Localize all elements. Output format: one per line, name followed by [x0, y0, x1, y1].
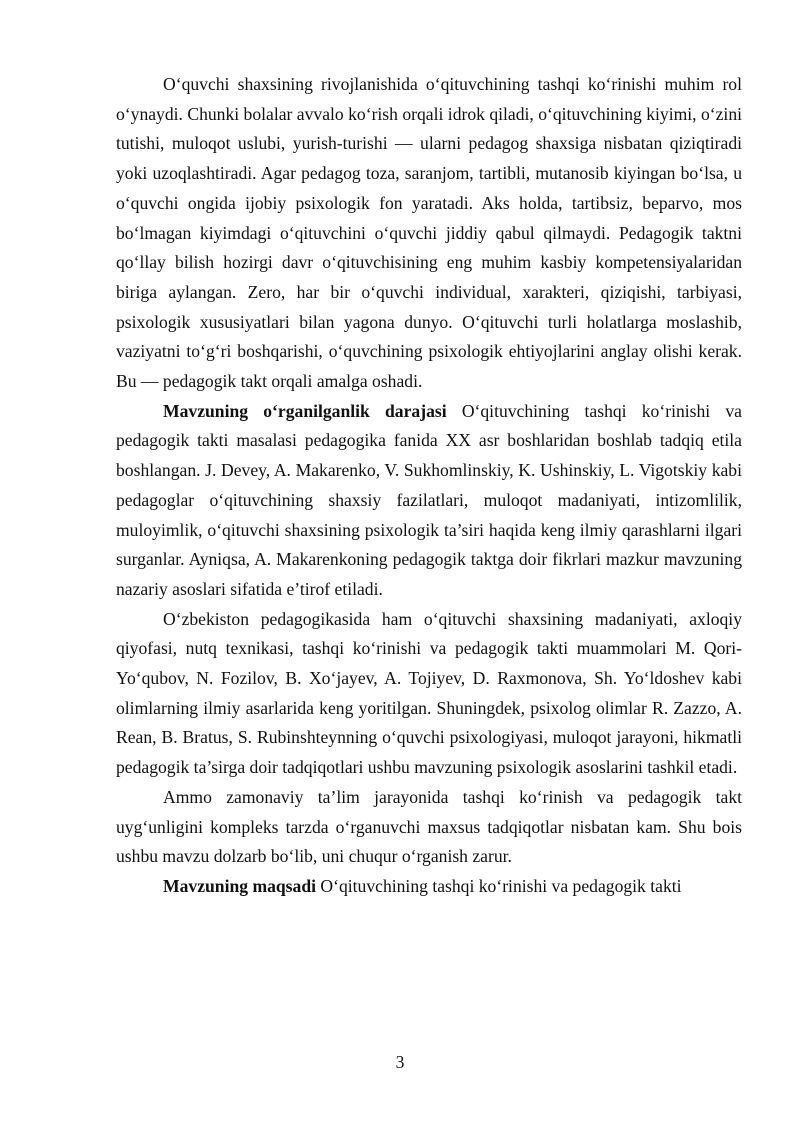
paragraph-3-text: O‘zbekiston pedagogikasida ham o‘qituvchi shaxsining madaniyati, axloqiy qiyofasi, nutq texnikasi, tashqi ko‘rinishi va pedagogik takti muammolari M. Qori-Yo‘qubov, N. Fozilov, B. Xo‘jayev, A. Tojiyev, D. Raxmonova, Sh. Yo‘ldoshev kabi olimlarning ilmiy asarlarida keng yoritilgan. Shuningdek, psixolog olimlar R. Zazzo, A. Rean, B. Bratus, S. Rubinshteynning o‘quvchi psixologiyasi, muloqot jarayoni, hikmatli pedagogik ta’sirga doir tadqiqotlari ushbu mavzuning psixologik asoslarini tashkil etadi.	[116, 608, 742, 778]
paragraph-2-heading: Mavzuning o‘rganilganlik darajasi	[163, 400, 447, 421]
paragraph-5	[116, 872, 742, 902]
paragraph-4	[116, 783, 742, 872]
paragraph-1	[116, 70, 742, 397]
paragraph-4-text: Ammo zamonaviy ta’lim jarayonida tashqi ko‘rinish va pedagogik takt uyg‘unligini kompleks tarzda o‘rganuvchi maxsus tadqiqotlar nisbatan kam. Shu bois ushbu mavzu dolzarb bo‘lib, uni chuqur o‘rganish zarur.	[116, 786, 742, 867]
paragraph-2-text: O‘qituvchining tashqi ko‘rinishi va pedagogik takti masalasi pedagogika fanida XX asr boshlaridan boshlab tadqiq etila boshlangan. J. Devey, A. Makarenko, V. Sukhomlinskiy, K. Ushinskiy, L. Vigotskiy kabi pedagoglar o‘qituvchining shaxsiy fazilatlari, muloqot madaniyati, intizomlilik, muloyimlik, o‘qituvchi shaxsining psixologik ta’siri haqida keng ilmiy qarashlarni ilgari surganlar. Ayniqsa, A. Makarenkoning pedagogik taktga doir fikrlari mazkur mavzuning nazariy asoslari sifatida e’tirof etiladi.	[116, 400, 742, 599]
paragraph-1-text: O‘quvchi shaxsining rivojlanishida o‘qituvchining tashqi ko‘rinishi muhim rol o‘ynaydi. Chunki bolalar avvalo ko‘rish orqali idrok qiladi, o‘qituvchining kiyimi, o‘zini tutishi, muloqot uslubi, yurish-turishi — ularni pedagog shaxsiga nisbatan qiziqtiradi yoki uzoqlashtiradi. Agar pedagog toza, saranjom, tartibli, mutanosib kiyingan bo‘lsa, u o‘quvchi ongida ijobiy psixologik fon yaratadi. Aks holda, tartibsiz, beparvo, mos bo‘lmagan kiyimdagi o‘qituvchini o‘quvchi jiddiy qabul qilmaydi. Pedagogik taktni qo‘llay bilish hozirgi davr o‘qituvchisining eng muhim kasbiy kompetensiyalaridan biriga aylangan. Zero, har bir o‘quvchi individual, xarakteri, qiziqishi, tarbiyasi, psixologik xususiyatlari bilan yagona dunyo. O‘qituvchi turli holatlarga moslashib, vaziyatni to‘g‘ri boshqarishi, o‘quvchining psixologik ehtiyojlarini anglay olishi kerak. Bu — pedagogik takt orqali amalga oshadi.	[116, 74, 742, 392]
paragraph-2	[116, 397, 742, 605]
page-number: 3	[395, 1052, 405, 1072]
paragraph-5-heading: Mavzuning maqsadi	[163, 875, 317, 896]
paragraph-5-text: O‘qituvchining tashqi ko‘rinishi va pedagogik takti	[316, 875, 682, 896]
paragraph-3	[116, 605, 742, 783]
